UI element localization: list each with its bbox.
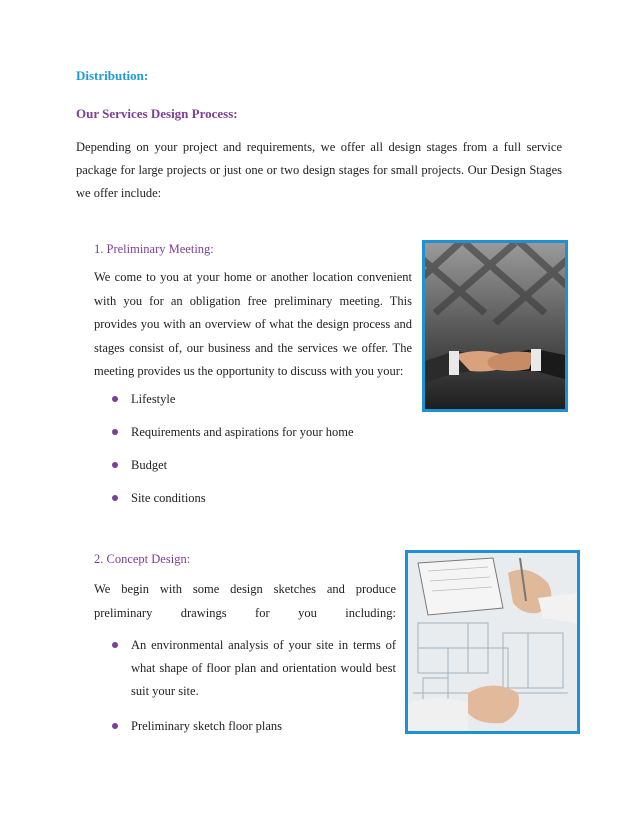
drafting-hands-photo bbox=[405, 550, 580, 734]
heading-distribution: Distribution: bbox=[76, 68, 149, 83]
list-item: Preliminary sketch floor plans bbox=[94, 715, 396, 737]
section2-paragraph: We begin with some design sketches and produce preliminary drawings for you including: bbox=[94, 582, 396, 620]
handshake-photo bbox=[422, 240, 568, 412]
list-item: Budget bbox=[94, 454, 354, 476]
list-item: Site conditions bbox=[94, 487, 354, 509]
bullet-icon bbox=[112, 462, 118, 468]
heading-design-process: Our Services Design Process: bbox=[76, 106, 238, 121]
intro-paragraph: Depending on your project and requirements, we offer all design stages from a full service package for large projects or just one or two design stages for small projects. Our Design Stages we offer include: bbox=[76, 140, 562, 200]
section1-title: 1. Preliminary Meeting: bbox=[94, 242, 214, 256]
section2-bullet-list bbox=[94, 634, 396, 737]
bullet-icon bbox=[112, 723, 118, 729]
bullet-icon bbox=[112, 429, 118, 435]
section1-paragraph: We come to you at your home or another location convenient with you for an obligation free preliminary meeting. This provides you with an overview of what the design process and stages consist of, our business and the services we offer. The meeting provides us the opportunity to discuss with you your: bbox=[94, 270, 412, 378]
section1-bullet-list bbox=[94, 388, 354, 509]
list-item: An environmental analysis of your site in terms of what shape of floor plan and orientation would best suit your site. bbox=[94, 634, 396, 703]
list-item: Lifestyle bbox=[94, 388, 354, 410]
section2-title: 2. Concept Design: bbox=[94, 552, 191, 566]
list-item: Requirements and aspirations for your home bbox=[94, 421, 354, 443]
bullet-icon bbox=[112, 642, 118, 648]
bullet-icon bbox=[112, 495, 118, 501]
bullet-icon bbox=[112, 396, 118, 402]
